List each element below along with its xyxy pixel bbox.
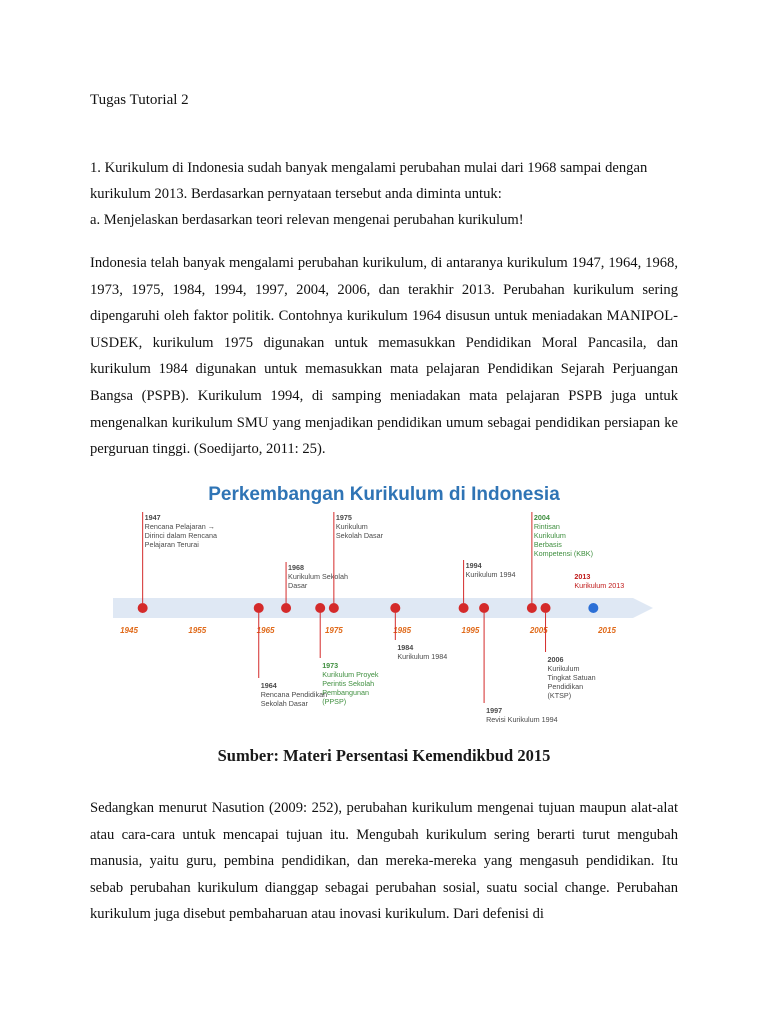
event-description-line: Rencana Pelajaran → [144, 522, 215, 531]
timeline-marker [281, 603, 291, 613]
event-description-line: Kompetensi (KBK) [533, 549, 594, 558]
event-description-line: Rintisan [533, 522, 560, 531]
axis-tick-label: 1965 [256, 626, 275, 635]
axis-tick-label: 1985 [393, 626, 412, 635]
event-description-line: Pelajaran Terurai [144, 540, 199, 549]
timeline-event-1964 [254, 603, 327, 708]
event-description-line: Kurikulum [547, 664, 580, 673]
event-description-line: Dasar [288, 581, 308, 590]
event-description-line: Kurikulum 2013 [574, 581, 625, 590]
event-year-label: 1975 [335, 513, 352, 522]
timeline-event-2004 [527, 512, 593, 613]
timeline-marker [254, 603, 264, 613]
paragraph-2: Sedangkan menurut Nasution (2009: 252), perubahan kurikulum mengenai tujuan maupun alat-alat atau cara-cara untuk mencapai tujuan itu. Mengubah kurikulum sering berarti turut mengubah manusia, yaitu guru, pembina pendidikan, dan mereka-mereka yang mengasuh pendidikan. Itu sebab perubahan kurikulum dianggap sebagai perubahan sosial, suatu social change. Perubahan kurikulum juga disebut pembaharuan atau inovasi kurikulum. Dari defenisi di [90, 800, 678, 923]
timeline-marker [138, 603, 148, 613]
event-description-line: Perintis Sekolah [322, 679, 375, 688]
event-year-label: 1968 [288, 563, 305, 572]
event-description-line: (PPSP) [322, 697, 347, 706]
curriculum-timeline-figure [113, 478, 655, 778]
event-description-line: Kurikulum [533, 531, 566, 540]
event-year-label: 2013 [574, 572, 591, 581]
document-title: Tugas Tutorial 2 [90, 92, 189, 108]
timeline-marker [390, 603, 400, 613]
paragraph-1: Indonesia telah banyak mengalami perubahan kurikulum, di antaranya kurikulum 1947, 1964, 1968, 1973, 1975, 1984, 1994, 1997, 2004, 2006, dan terakhir 2013. Perubahan kurikulum sering dipengaruhi oleh faktor politik. Contohnya kurikulum 1964 disusun untuk meniadakan MANIPOL-USDEK, kurikulum 1975 digunakan untuk memasukkan Pendidikan Moral Pancasila, dan kurikulum 1984 digunakan untuk memasukkan mata pelajaran Pendidikan Sejarah Perjuangan Bangsa (PSPB). Kurikulum 1994, di samping meniadakan mata pelajaran PSPB juga untuk mengenalkan kurikulum SMU yang menjadikan pendidikan umum sebagai pendidikan persiapan ke perguruan tinggi. (Soedijarto, 2011: 25). [90, 255, 678, 458]
timeline-marker [527, 603, 537, 613]
event-year-label: 1984 [397, 643, 414, 652]
axis-tick-label: 2005 [529, 626, 548, 635]
timeline-arrow-band [113, 598, 653, 618]
timeline-title: Perkembangan Kurikulum di Indonesia [208, 484, 560, 505]
timeline-chart [113, 478, 655, 740]
event-year-label: 1997 [486, 706, 503, 715]
event-description-line: Kurikulum Sekolah [288, 572, 348, 581]
event-description-line: (KTSP) [547, 691, 572, 700]
axis-tick-label: 1995 [461, 626, 480, 635]
timeline-marker [479, 603, 489, 613]
event-description-line: Berbasis [533, 540, 562, 549]
timeline-marker [588, 603, 598, 613]
event-year-label: 1947 [144, 513, 161, 522]
event-description-line: Revisi Kurikulum 1994 [486, 715, 558, 724]
event-year-label: 2006 [547, 655, 564, 664]
event-description-line: Sekolah Dasar [260, 699, 308, 708]
event-description-line: Kurikulum [335, 522, 368, 531]
timeline-marker [315, 603, 325, 613]
question-line-2: kurikulum 2013. Berdasarkan pernyataan tersebut anda diminta untuk: [90, 186, 502, 202]
event-year-label: 2004 [533, 513, 550, 522]
event-description-line: Kurikulum 1994 [465, 570, 516, 579]
event-description-line: Kurikulum 1984 [397, 652, 448, 661]
timeline-event-1947 [138, 512, 217, 613]
event-description-line: Rencana Pendidikan [260, 690, 328, 699]
event-description-line: Pembangunan [322, 688, 369, 697]
event-year-label: 1964 [260, 681, 277, 690]
timeline-event-1975 [329, 512, 384, 613]
event-description-line: Pendidikan [547, 682, 584, 691]
event-description-line: Kurikulum Proyek [322, 670, 379, 679]
event-description-line: Tingkat Satuan [547, 673, 596, 682]
axis-tick-label: 1945 [120, 626, 138, 635]
question-line-1: 1. Kurikulum di Indonesia sudah banyak mengalami perubahan mulai dari 1968 sampai dengan [90, 160, 648, 176]
timeline-event-1973 [315, 603, 379, 706]
event-description-line: Sekolah Dasar [335, 531, 384, 540]
timeline-marker [459, 603, 469, 613]
axis-tick-label: 1975 [324, 626, 343, 635]
figure-caption: Sumber: Materi Persentasi Kemendikbud 2015 [217, 746, 551, 765]
event-year-label: 1973 [322, 661, 339, 670]
event-description-line: Dirinci dalam Rencana [144, 531, 217, 540]
axis-tick-label: 1955 [188, 626, 207, 635]
timeline-marker [541, 603, 551, 613]
timeline-marker [329, 603, 339, 613]
question-part-a: a. Menjelaskan berdasarkan teori relevan mengenai perubahan kurikulum! [90, 212, 524, 228]
axis-tick-label: 2015 [598, 626, 616, 635]
event-year-label: 1994 [465, 561, 482, 570]
